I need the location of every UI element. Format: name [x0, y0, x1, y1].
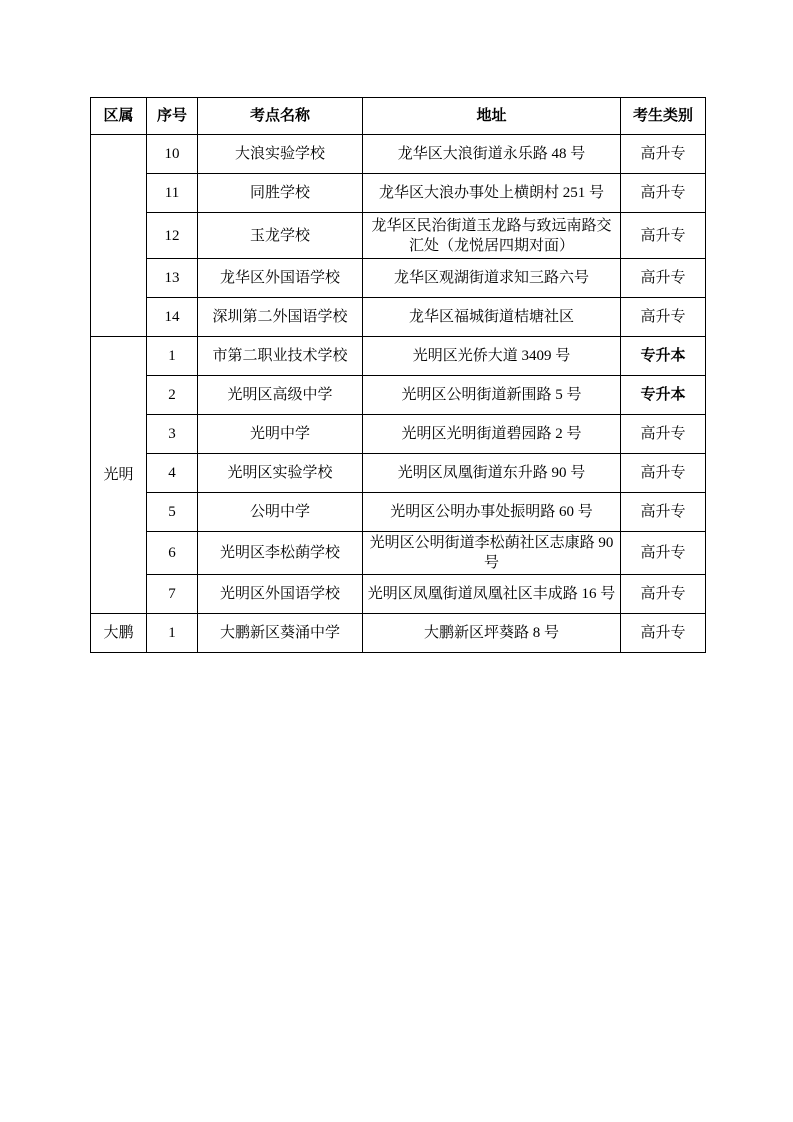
table-row: [91, 376, 706, 415]
category-cell: 高升专: [621, 454, 706, 493]
seq-cell: 1: [147, 337, 198, 376]
category-cell: 高升专: [621, 213, 706, 259]
category-cell: 高升专: [621, 493, 706, 532]
category-cell: 高升专: [621, 415, 706, 454]
header-category: 考生类别: [621, 98, 706, 135]
table-row: [91, 337, 706, 376]
header-address: 地址: [363, 98, 621, 135]
site-name-cell: 光明区外国语学校: [198, 575, 363, 614]
category-cell: 高升专: [621, 135, 706, 174]
table-row: [91, 614, 706, 653]
seq-cell: 12: [147, 213, 198, 259]
address-cell: 光明区光侨大道 3409 号: [363, 337, 621, 376]
category-cell: 专升本: [621, 337, 706, 376]
exam-sites-table: [90, 97, 706, 653]
site-name-cell: 龙华区外国语学校: [198, 259, 363, 298]
table-row: [91, 454, 706, 493]
category-cell: 高升专: [621, 259, 706, 298]
category-cell: 高升专: [621, 614, 706, 653]
site-name-cell: 同胜学校: [198, 174, 363, 213]
seq-cell: 1: [147, 614, 198, 653]
site-name-cell: 公明中学: [198, 493, 363, 532]
site-name-cell: 光明中学: [198, 415, 363, 454]
address-cell: 光明区凤凰街道凤凰社区丰成路 16 号: [363, 575, 621, 614]
address-cell: 光明区公明办事处振明路 60 号: [363, 493, 621, 532]
district-cell: [91, 135, 147, 337]
address-cell: 光明区光明街道碧园路 2 号: [363, 415, 621, 454]
table-row: [91, 174, 706, 213]
table-row: [91, 259, 706, 298]
seq-cell: 7: [147, 575, 198, 614]
district-cell: 光明: [91, 337, 147, 614]
site-name-cell: 光明区李松蓢学校: [198, 532, 363, 575]
address-cell: 大鹏新区坪葵路 8 号: [363, 614, 621, 653]
seq-cell: 5: [147, 493, 198, 532]
seq-cell: 13: [147, 259, 198, 298]
district-cell: 大鹏: [91, 614, 147, 653]
table-row: [91, 415, 706, 454]
seq-cell: 3: [147, 415, 198, 454]
category-cell: 高升专: [621, 298, 706, 337]
site-name-cell: 市第二职业技术学校: [198, 337, 363, 376]
address-cell: 龙华区观湖街道求知三路六号: [363, 259, 621, 298]
table-row: [91, 532, 706, 575]
table-row: [91, 213, 706, 259]
category-cell: 专升本: [621, 376, 706, 415]
table-row: [91, 135, 706, 174]
address-cell: 光明区公明街道新围路 5 号: [363, 376, 621, 415]
address-cell: 龙华区福城街道桔塘社区: [363, 298, 621, 337]
site-name-cell: 光明区实验学校: [198, 454, 363, 493]
address-cell: 光明区公明街道李松蓢社区志康路 90 号: [363, 532, 621, 575]
seq-cell: 11: [147, 174, 198, 213]
header-district: 区属: [91, 98, 147, 135]
address-cell: 龙华区民治街道玉龙路与致远南路交汇处（龙悦居四期对面）: [363, 213, 621, 259]
header-site-name: 考点名称: [198, 98, 363, 135]
table-row: [91, 298, 706, 337]
table-row: [91, 493, 706, 532]
seq-cell: 14: [147, 298, 198, 337]
site-name-cell: 光明区高级中学: [198, 376, 363, 415]
seq-cell: 10: [147, 135, 198, 174]
seq-cell: 6: [147, 532, 198, 575]
category-cell: 高升专: [621, 174, 706, 213]
seq-cell: 2: [147, 376, 198, 415]
site-name-cell: 大浪实验学校: [198, 135, 363, 174]
address-cell: 龙华区大浪街道永乐路 48 号: [363, 135, 621, 174]
site-name-cell: 深圳第二外国语学校: [198, 298, 363, 337]
site-name-cell: 玉龙学校: [198, 213, 363, 259]
address-cell: 龙华区大浪办事处上横朗村 251 号: [363, 174, 621, 213]
site-name-cell: 大鹏新区葵涌中学: [198, 614, 363, 653]
seq-cell: 4: [147, 454, 198, 493]
address-cell: 光明区凤凰街道东升路 90 号: [363, 454, 621, 493]
category-cell: 高升专: [621, 575, 706, 614]
category-cell: 高升专: [621, 532, 706, 575]
header-no: 序号: [147, 98, 198, 135]
table-row: [91, 575, 706, 614]
table-header-row: [91, 98, 706, 135]
